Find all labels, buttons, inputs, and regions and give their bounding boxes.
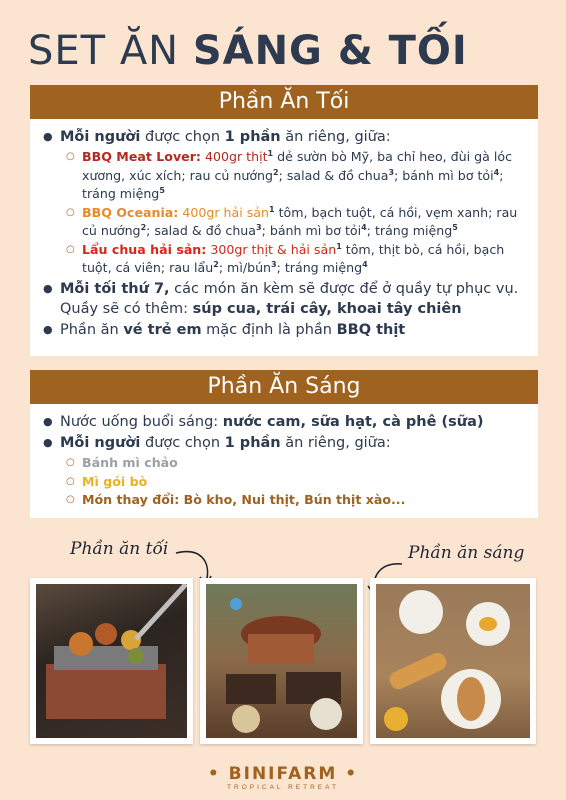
caption-dinner: Phần ăn tối <box>70 539 169 559</box>
dinner-table-image <box>206 584 357 738</box>
dinner-option-oceania: ○ BBQ Oceania: 400gr hải sản$^1$ tôm, bạch tuột, cá hồi, vẹm xanh; rau củ nướng$^2$; salad & đồ chua$^3$; bánh mì bơ tỏi$^4$; tráng miệng$^5$ <box>60 204 526 241</box>
breakfast-option-2: ○ Mì gói bò <box>60 473 526 492</box>
dinner-bullet-kids: ● Phần ăn vé trẻ em mặc định là phần BBQ thịt <box>40 320 526 340</box>
brand-logo: • BINIFARM • <box>207 764 359 784</box>
breakfast-bullet-drinks: ● Nước uống buổi sáng: nước cam, sữa hạt, cà phê (sữa) <box>40 412 526 432</box>
page-title <box>28 28 468 74</box>
caption-breakfast: Phần ăn sáng <box>408 543 525 563</box>
breakfast-card <box>30 404 538 518</box>
brand-tagline: TROPICAL RETREAT <box>227 784 339 791</box>
photo-dinner-table <box>200 578 363 744</box>
breakfast-option-3: ○ Món thay đổi: Bò kho, Nui thịt, Bún thịt xào... <box>60 491 526 510</box>
dinner-heading: Phần Ăn Tối <box>30 85 538 119</box>
breakfast-bullet-choose: ● Mỗi người được chọn 1 phần ăn riêng, giữa: ○ Bánh mì chảo ○ Mì gói bò ○ Món thay đổi: Bò kho, Nui thịt, Bún thịt xào... <box>40 433 526 510</box>
title-light: SET ĂN <box>28 28 193 74</box>
dinner-card <box>30 119 538 356</box>
breakfast-heading: Phần Ăn Sáng <box>30 370 538 404</box>
dinner-option-meat-lover: ○ BBQ Meat Lover: 400gr thịt$^1$ dẻ sườn bò Mỹ, ba chỉ heo, đùi gà lóc xương, xúc xích; rau củ nướng$^2$; salad & đồ chua$^3$; bánh mì bơ tỏi$^4$; tráng miệng$^5$ <box>60 148 526 204</box>
photo-dinner-grill <box>30 578 193 744</box>
photo-breakfast <box>370 578 536 744</box>
title-bold: SÁNG & TỐI <box>192 28 468 74</box>
dinner-bullet-saturday: ● Mỗi tối thứ 7, các món ăn kèm sẽ được để ở quầy tự phục vụ. Quầy sẽ có thêm: súp cua, trái cây, khoai tây chiên <box>40 279 526 319</box>
grill-image <box>36 584 187 738</box>
breakfast-image <box>376 584 530 738</box>
dinner-bullet-choose: ● Mỗi người được chọn 1 phần ăn riêng, giữa: ○ BBQ Meat Lover: 400gr thịt$^1$ dẻ sườn bò Mỹ, ba chỉ heo, đùi gà lóc xương, xúc xích; rau củ nướng$^2$; salad & đồ chua$^3$; bánh mì bơ tỏi$^4$; tráng miệng$^5$ ○ BBQ Oceania: 400gr hải sản$^1$ tôm, bạch tuột, cá hồi, vẹm xanh; rau củ nướng$^2$; salad & đồ chua$^3$; bánh mì bơ tỏi$^4$; tráng miệng$^5$ ○ Lẩu chua hải sản: 300gr thịt & hải sản$^1$ tôm, thịt bò, cá hồi, bạch tuột, cá viên; rau lẩu$^2$; mì/bún$^3$; tráng miệng$^4$ <box>40 127 526 278</box>
breakfast-option-1: ○ Bánh mì chảo <box>60 454 526 473</box>
dinner-option-hotpot: ○ Lẩu chua hải sản: 300gr thịt & hải sản$^1$ tôm, thịt bò, cá hồi, bạch tuột, cá viên; rau lẩu$^2$; mì/bún$^3$; tráng miệng$^4$ <box>60 241 526 278</box>
